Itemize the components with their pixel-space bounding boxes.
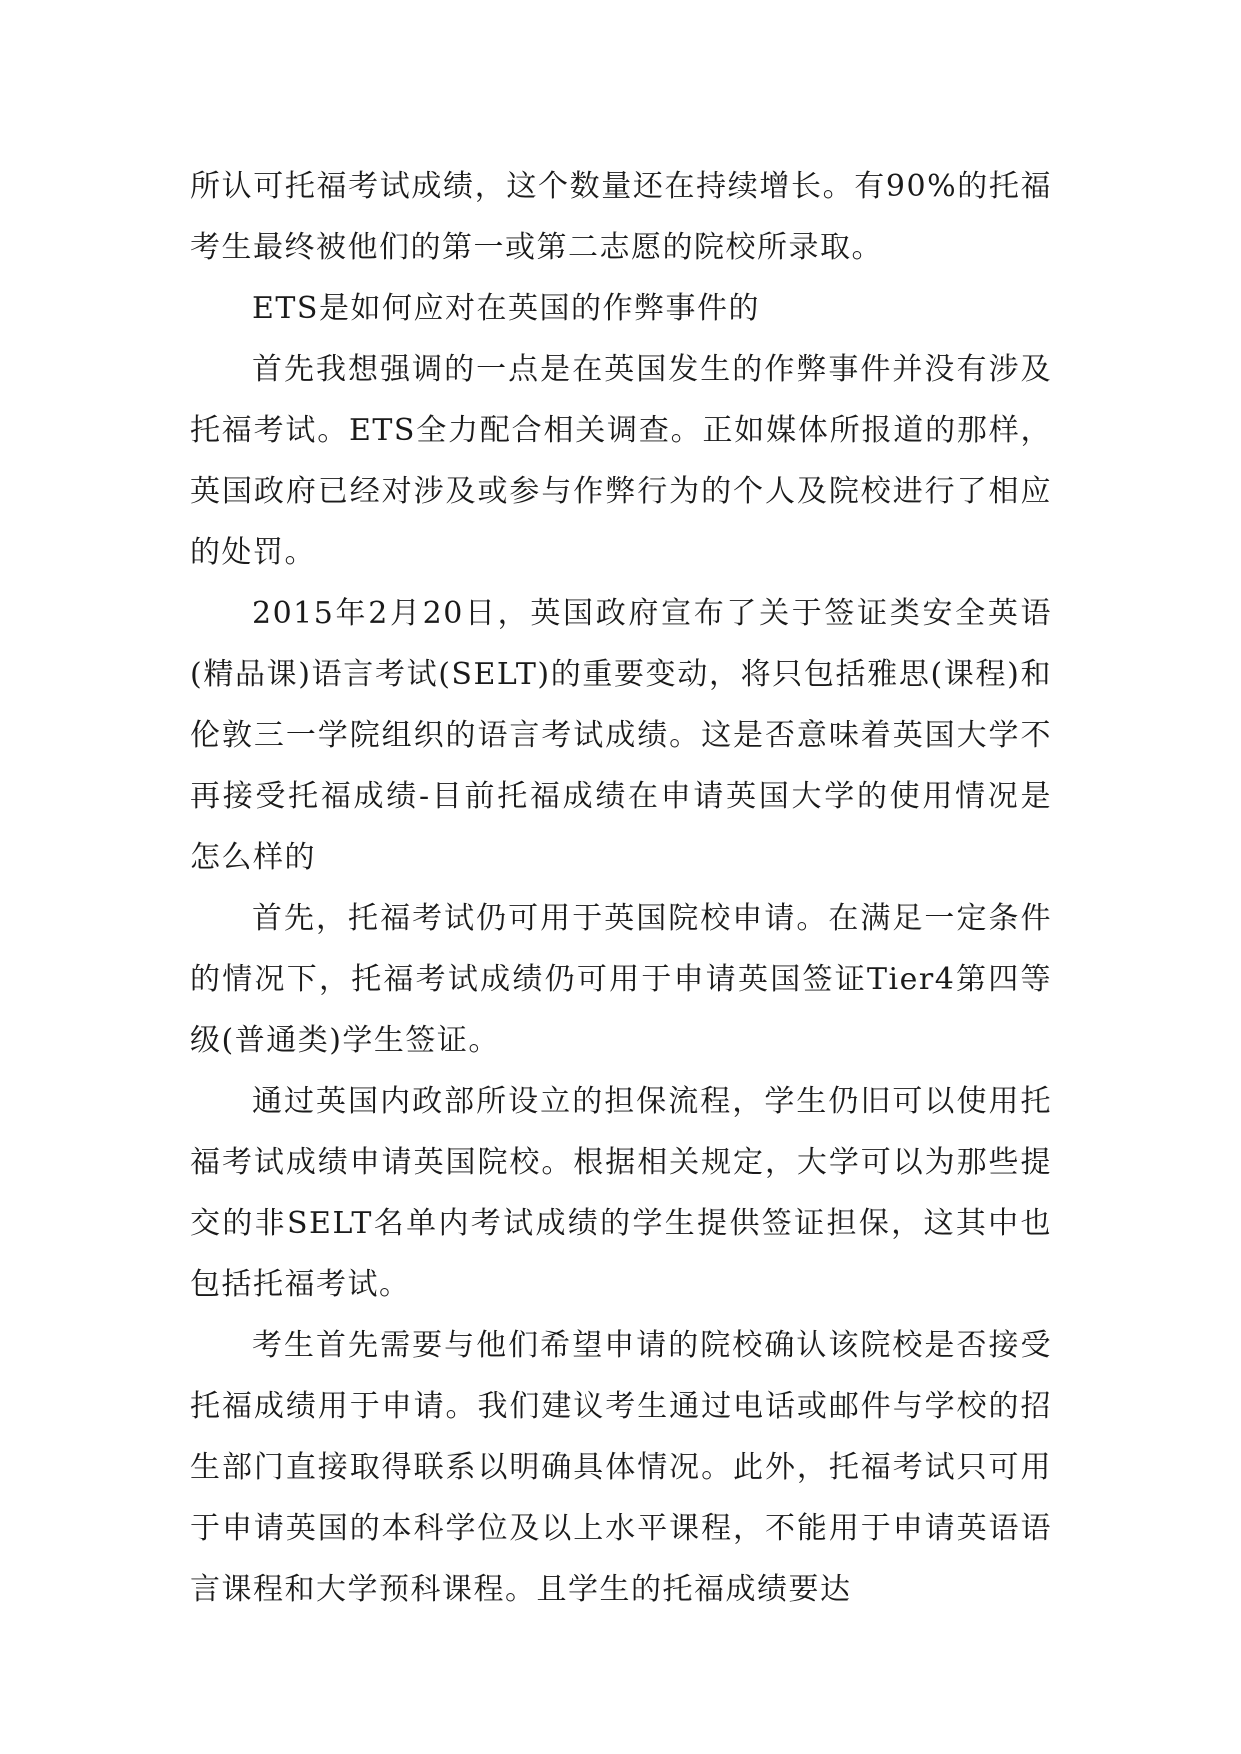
paragraph-continued-intro: 所认可托福考试成绩，这个数量还在持续增长。有90%的托福考生最终被他们的第一或第二志愿的院校所录取。 — [190, 169, 1052, 265]
document-body — [190, 156, 1052, 1620]
paragraph-heading-ets-response: ETS是如何应对在英国的作弊事件的 — [252, 291, 760, 326]
paragraph-confirm-with-school: 考生首先需要与他们希望申请的院校确认该院校是否接受托福成绩用于申请。我们建议考生通过电话或邮件与学校的招生部门直接取得联系以明确具体情况。此外，托福考试只可用于申请英国的本科学位及以上水平课程，不能用于申请英语语言课程和大学预科课程。且学生的托福成绩要达 — [190, 1328, 1052, 1607]
paragraph-cheating-incident: 首先我想强调的一点是在英国发生的作弊事件并没有涉及托福考试。ETS全力配合相关调查。正如媒体所报道的那样，英国政府已经对涉及或参与作弊行为的个人及院校进行了相应的处罚。 — [190, 352, 1052, 570]
paragraph-sponsorship-process: 通过英国内政部所设立的担保流程，学生仍旧可以使用托福考试成绩申请英国院校。根据相关规定，大学可以为那些提交的非SELT名单内考试成绩的学生提供签证担保，这其中也包括托福考试。 — [190, 1084, 1052, 1302]
paragraph-toefl-still-valid: 首先，托福考试仍可用于英国院校申请。在满足一定条件的情况下，托福考试成绩仍可用于申请英国签证Tier4第四等级(普通类)学生签证。 — [190, 901, 1052, 1058]
paragraph-selt-change: 2015年2月20日，英国政府宣布了关于签证类安全英语(精品课)语言考试(SELT)的重要变动，将只包括雅思(课程)和伦敦三一学院组织的语言考试成绩。这是否意味着英国大学不再接受托福成绩-目前托福成绩在申请英国大学的使用情况是怎么样的 — [190, 596, 1052, 875]
